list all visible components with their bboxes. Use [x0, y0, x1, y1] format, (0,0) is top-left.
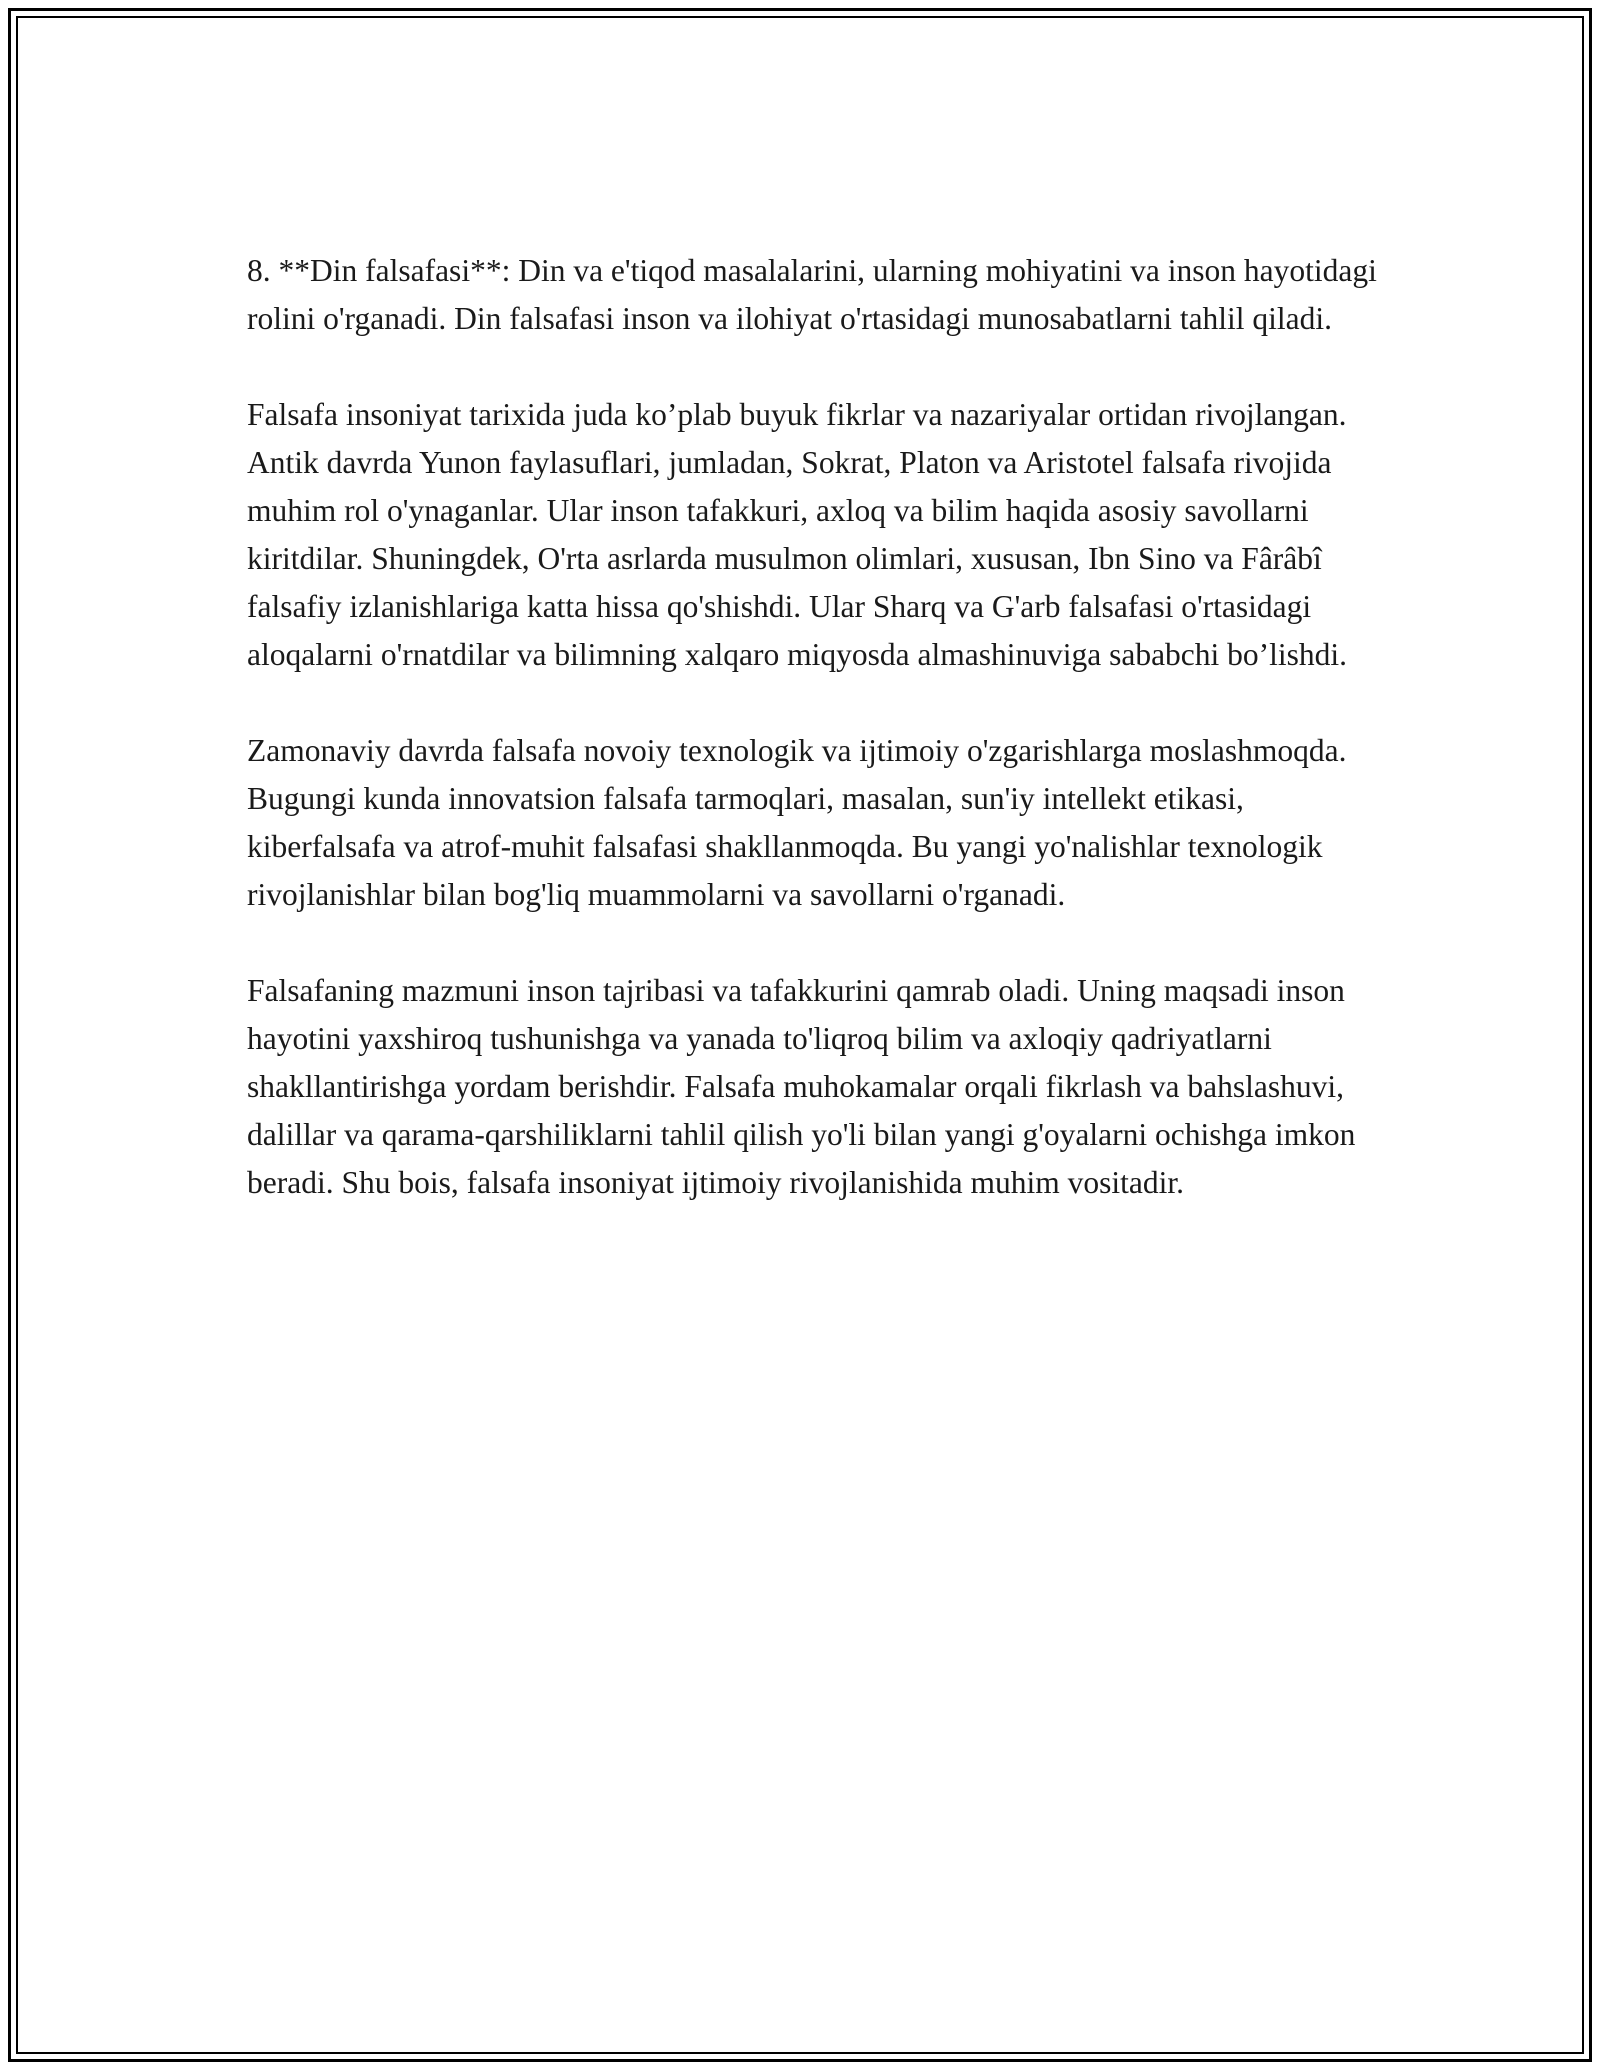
paragraph-din-falsafasi: 8. **Din falsafasi**: Din va e'tiqod masalalarini, ularning mohiyatini va inson hayotidagi rolini o'rganadi. Din falsafasi inson va ilohiyat o'rtasidagi munosabatlarni tahlil qiladi. — [247, 253, 1377, 336]
document-page — [8, 8, 1592, 2062]
paragraph-falsafa-mazmuni: Falsafaning mazmuni inson tajribasi va tafakkurini qamrab oladi. Uning maqsadi inson hayotini yaxshiroq tushunishga va yanada to'liqroq bilim va axloqiy qadriyatlarni shakllantirishga yordam berishdir. Falsafa muhokamalar orqali fikrlash va bahslashuvi, dalillar va qarama-qarshiliklarni tahlil qilish yo'li bilan yangi g'oyalarni ochishga imkon beradi. Shu bois, falsafa insoniyat ijtimoiy rivojlanishida muhim vositadir. — [247, 973, 1356, 1200]
paragraph-falsafa-tarixi: Falsafa insoniyat tarixida juda ko’plab buyuk fikrlar va nazariyalar ortidan rivojlangan. Antik davrda Yunon faylasuflari, jumladan, Sokrat, Platon va Aristotel falsafa rivojida muhim rol o'ynaganlar. Ular inson tafakkuri, axloq va bilim haqida asosiy savollarni kiritdilar. Shuningdek, O'rta asrlarda musulmon olimlari, xususan, Ibn Sino va Fârâbî falsafiy izlanishlariga katta hissa qo'shishdi. Ular Sharq va G'arb falsafasi o'rtasidagi aloqalarni o'rnatdilar va bilimning xalqaro miqyosda almashinuviga sababchi bo’lishdi. — [247, 397, 1348, 672]
paragraph-zamonaviy-davr: Zamonaviy davrda falsafa novoiy texnologik va ijtimoiy o'zgarishlarga moslashmoqda. Bugungi kunda innovatsion falsafa tarmoqlari, masalan, sun'iy intellekt etikasi, kiberfalsafa va atrof-muhit falsafasi shakllanmoqda. Bu yangi yo'nalishlar texnologik rivojlanishlar bilan bog'liq muammolarni va savollarni o'rganadi. — [247, 733, 1347, 912]
document-body — [247, 247, 1387, 1207]
